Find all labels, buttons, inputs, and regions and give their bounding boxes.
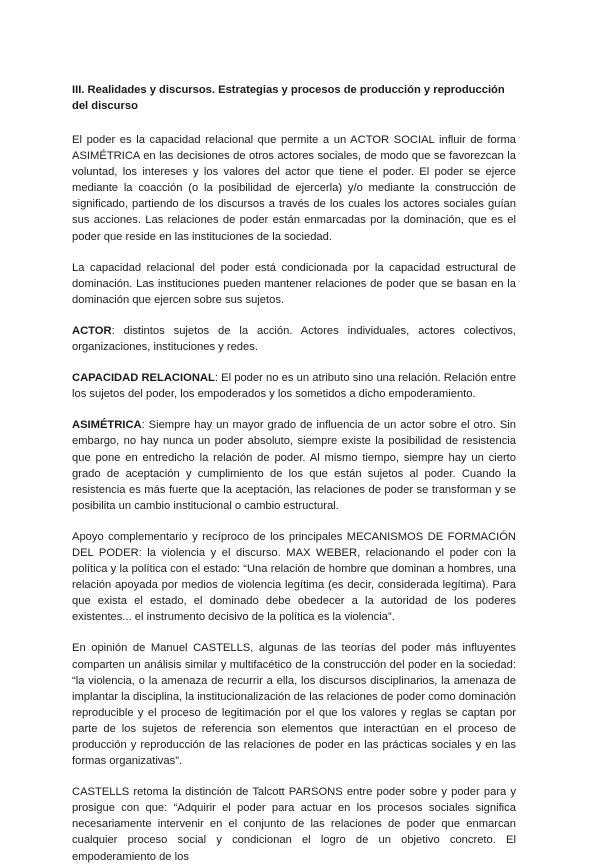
definition-term: ASIMÉTRICA [72,419,142,432]
paragraph-power-definition: El poder es la capacidad relacional que permite a un ACTOR SOCIAL influir de forma ASIMÉTRICA en las decisiones de otros actores sociales, de modo que se favorezcan la voluntad, los intereses y los valores del actor que tiene el poder. El poder se ejerce mediante la coacción (o la posibilidad de ejercerla) y/o mediante la construcción de significado, partiendo de los discursos a través de los cuales los actores sociales guían sus acciones. Las relaciones de poder están enmarcadas por la dominación, que es el poder que reside en las instituciones de la sociedad. [72,134,516,243]
definition-asymmetric [72,417,516,514]
definition-term: ACTOR [72,324,112,337]
definition-text: : Siempre hay un mayor grado de influencia de un actor sobre el otro. Sin embargo, no hay nunca un poder absoluto, siempre existe la posibilidad de resistencia que pone en entredicho la relación de poder. Al mismo tiempo, siempre hay un cierto grado de aceptación y cumplimiento de los que están sujetos al poder. Cuando la resistencia es más fuerte que la aceptación, las relaciones de poder se transforman y se posibilita un cambio institucional o cambio estructural. [72,419,516,512]
definition-text: : El poder no es un atributo sino una relación. Relación entre los sujetos del poder, los empoderados y los sometidos a dicho empoderamiento. [72,372,516,401]
definition-actor [72,323,516,355]
definition-text: : distintos sujetos de la acción. Actores individuales, actores colectivos, organizaciones, instituciones y redes. [72,324,516,354]
paragraph-parsons: CASTELLS retoma la distinción de Talcott PARSONS entre poder sobre y poder para y prosigue con que: “Adquirir el poder para actuar en los procesos sociales significa necesariamente intervenir en el conjunto de las relaciones de poder que enmarcan cualquier proceso social y condicionan el logro de un objetivo concreto. El empoderamiento de los [72,786,516,863]
section-heading: III. Realidades y discursos. Estrategias y procesos de producción y reproducción del discurso [72,84,505,112]
paragraph-castells: En opinión de Manuel CASTELLS, algunas de las teorías del poder más influyentes comparten un análisis similar y multifacético de la construcción del poder en la sociedad: “la violencia, o la amenaza de recurrir a ella, los discursos disciplinarios, la amenaza de implantar la disciplina, la institucionalización de las relaciones de poder como dominación reproducible y el proceso de legitimación por el que los valores y reglas se captan por parte de los sujetos de referencia son elementos que interactúan en el proceso de producción y reproducción de las relaciones de poder en las prácticas sociales y en las formas organizativas”. [72,642,516,768]
paragraph-mechanisms: Apoyo complementario y recíproco de los principales MECANISMOS DE FORMACIÓN DEL PODER: la violencia y el discurso. MAX WEBER, relacionando el poder con la política y la política con el estado: “Una relación de hombre que dominan a hombres, una relación apoyada por medios de violencia legítima (es decir, considerada legítima). Para que exista el estado, el dominado debe obedecer a la autoridad de los poderes existentes... el instrumento decisivo de la política es la violencia”. [72,530,516,624]
definition-relational-capacity [72,370,516,402]
definition-term: CAPACIDAD RELACIONAL [72,372,215,385]
paragraph-relational-capacity: La capacidad relacional del poder está condicionada por la capacidad estructural de dominación. Las instituciones pueden mantener relaciones de poder que se basan en la dominación que ejercen sobre sus sujetos. [72,261,516,306]
